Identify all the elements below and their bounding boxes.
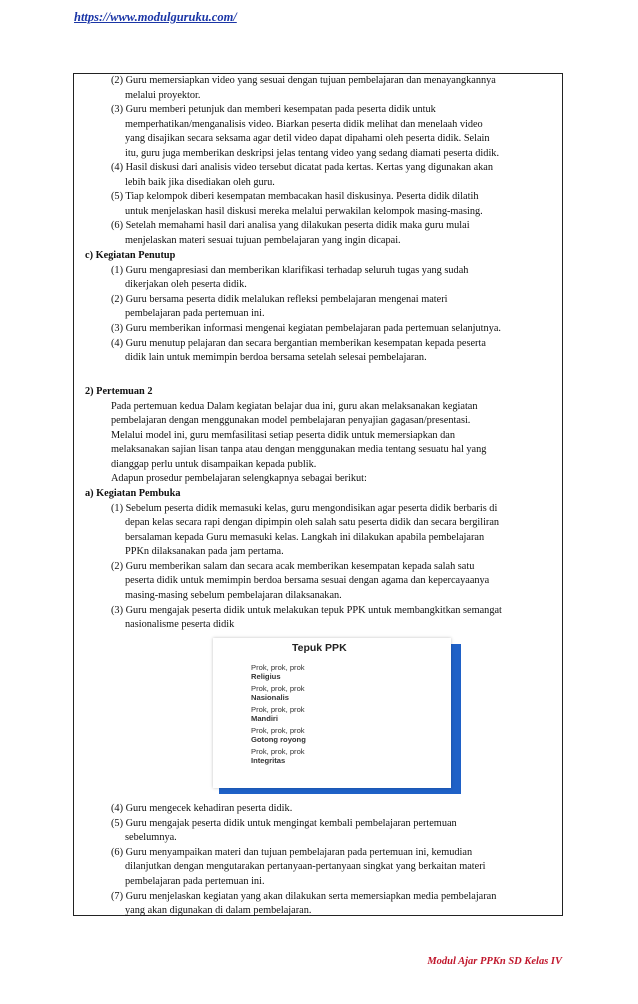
text-line: melaksanakan sajian lisan tanpa atau dengan menggunakan media tentang sesuatu hal yang xyxy=(111,444,487,455)
text-line: yang disajikan secara seksama agar detil video dapat dipahami oleh peserta didik. Selain xyxy=(125,133,490,144)
text-line: menjelaskan materi sesuai tujuan pembelajaran yang ingin dicapai. xyxy=(125,235,401,246)
text-line: yang akan digunakan di dalam pembelajaran. xyxy=(125,905,312,916)
text-line: depan kelas secara rapi dengan dipimpin oleh salah satu peserta didik dan secara bergiliran xyxy=(125,517,500,528)
text-line: (1) Sebelum peserta didik memasuki kelas, guru mengondisikan agar peserta didik berbaris di xyxy=(111,503,498,514)
tepuk-ppk-title: Tepuk PPK xyxy=(292,642,347,654)
text-line: Melalui model ini, guru memfasilitasi setiap peserta didik untuk memersiapkan dan xyxy=(111,430,456,441)
text-line: dianggap perlu untuk disampaikan kepada publik. xyxy=(111,459,317,470)
text-line: dilanjutkan dengan mengutarakan pertanyaan-pertanyaan singkat yang berkaitan materi xyxy=(125,861,486,872)
tepuk-chant: Prok, prok, prok xyxy=(251,663,305,672)
text-line: (7) Guru menjelaskan kegiatan yang akan dilakukan serta memersiapkan media pembelajaran xyxy=(111,891,497,902)
text-line: (5) Tiap kelompok diberi kesempatan membacakan hasil diskusinya. Peserta didik dilatih xyxy=(111,191,479,202)
text-line: lebih baik jika disediakan oleh guru. xyxy=(125,177,275,188)
text-line: (2) Guru bersama peserta didik melalukan refleksi pembelajaran mengenai materi xyxy=(111,294,448,305)
text-line: (1) Guru mengapresiasi dan memberikan klarifikasi terhadap seluruh tugas yang sudah xyxy=(111,265,469,276)
text-line: sebelumnya. xyxy=(125,832,177,843)
tepuk-chant: Prok, prok, prok xyxy=(251,747,305,756)
text-line: Adapun prosedur pembelajaran selengkapnya sebagai berikut: xyxy=(111,473,367,484)
tepuk-item xyxy=(251,664,305,681)
text-line: peserta didik untuk memimpin berdoa bersama sesuai dengan agama dan kepercayaanya xyxy=(125,575,490,586)
text-line: (3) Guru memberikan informasi mengenai kegiatan pembelajaran pada pertemuan selanjutnya. xyxy=(111,323,501,334)
tepuk-chant: Prok, prok, prok xyxy=(251,705,305,714)
tepuk-item xyxy=(251,706,305,723)
text-line: masing-masing sebelum pembelajaran dilaksanakan. xyxy=(125,590,342,601)
tepuk-item xyxy=(251,685,305,702)
text-line: (5) Guru mengajak peserta didik untuk mengingat kembali pembelajaran pertemuan xyxy=(111,818,457,829)
text-line: didik lain untuk memimpin berdoa bersama setelah selesai pembelajaran. xyxy=(125,352,427,363)
text-line: untuk menjelaskan hasil diskusi mereka melalui perwakilan kelompok masing-masing. xyxy=(125,206,483,217)
tepuk-chant: Prok, prok, prok xyxy=(251,684,305,693)
tepuk-value: Religius xyxy=(251,671,281,681)
text-line: PPKn dilaksanakan pada jam pertama. xyxy=(125,546,284,557)
text-line: memperhatikan/menganalisis video. Biarkan peserta didik melihat dan menelaah video xyxy=(125,119,483,130)
section-heading: c) Kegiatan Penutup xyxy=(85,250,176,261)
text-line: (3) Guru memberi petunjuk dan memberi kesempatan pada peserta didik untuk xyxy=(111,104,436,115)
text-line: itu, guru juga memberikan deskripsi jelas tentang video yang sedang diamati peserta didik. xyxy=(125,148,500,159)
tepuk-value: Nasionalis xyxy=(251,692,289,702)
header-url-link[interactable]: https://www.modulguruku.com/ xyxy=(74,10,237,24)
text-line: (3) Guru mengajak peserta didik untuk melakukan tepuk PPK untuk membangkitkan semangat xyxy=(111,605,502,616)
text-line: Pada pertemuan kedua Dalam kegiatan belajar dua ini, guru akan melaksanakan kegiatan xyxy=(111,401,478,412)
footer-module-title: Modul Ajar PPKn SD Kelas IV xyxy=(427,956,562,967)
text-line: (4) Hasil diskusi dari analisis video tersebut dicatat pada kertas. Kertas yang digunakan akan xyxy=(111,162,494,173)
section-heading: a) Kegiatan Pembuka xyxy=(85,488,181,499)
tepuk-value: Gotong royong xyxy=(251,734,306,744)
tepuk-value: Integritas xyxy=(251,755,286,765)
text-line: (4) Guru menutup pelajaran dan secara bergantian memberikan kesempatan kepada peserta xyxy=(111,338,486,349)
text-line: bersalaman kepada Guru memasuki kelas. Langkah ini dilakukan apabila pembelajaran xyxy=(125,532,485,543)
text-line: (2) Guru memersiapkan video yang sesuai dengan tujuan pembelajaran dan menayangkannya xyxy=(111,75,496,86)
tepuk-card-shadow-bottom xyxy=(219,788,461,794)
text-line: nasionalisme peserta didik xyxy=(125,619,235,630)
tepuk-chant: Prok, prok, prok xyxy=(251,726,305,735)
tepuk-value: Mandiri xyxy=(251,713,279,723)
text-line: (6) Setelah memahami hasil dari analisa yang dilakukan peserta didik maka guru mulai xyxy=(111,220,470,231)
text-line: (2) Guru memberikan salam dan secara acak memberikan kesempatan kepada salah satu xyxy=(111,561,475,572)
text-line: pembelajaran pada pertemuan ini. xyxy=(125,308,265,319)
text-line: melalui proyektor. xyxy=(125,90,201,101)
text-line: (6) Guru menyampaikan materi dan tujuan pembelajaran pada pertemuan ini, kemudian xyxy=(111,847,473,858)
text-line: dikerjakan oleh peserta didik. xyxy=(125,279,247,290)
tepuk-ppk-card xyxy=(213,638,451,788)
text-line: (4) Guru mengecek kehadiran peserta didik. xyxy=(111,803,293,814)
section-heading: 2) Pertemuan 2 xyxy=(85,386,153,397)
tepuk-card-shadow-right xyxy=(451,644,461,794)
text-line: pembelajaran dengan menggunakan model pembelajaran penyajian gagasan/presentasi. xyxy=(111,415,471,426)
tepuk-item xyxy=(251,748,305,765)
tepuk-item xyxy=(251,727,306,744)
text-line: pembelajaran pada pertemuan ini. xyxy=(125,876,265,887)
